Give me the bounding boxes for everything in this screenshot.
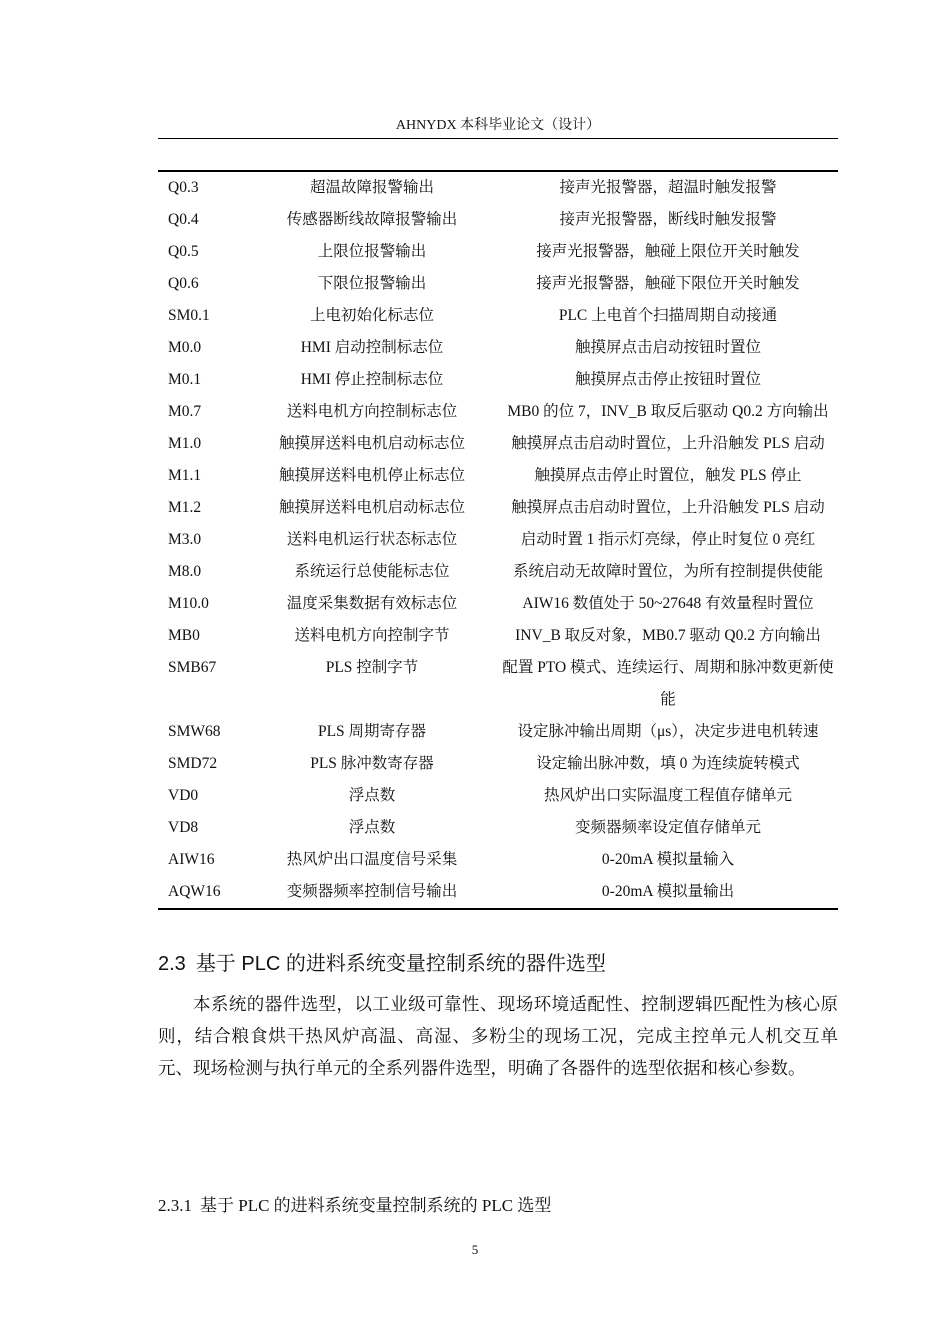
- cell-name: HMI 停止控制标志位: [300, 371, 444, 388]
- cell-address: AQW16: [168, 883, 221, 900]
- cell-description: 变频器频率设定值存储单元: [574, 819, 761, 836]
- cell-description: 触摸屏点击启动时置位，上升沿触发 PLS 启动: [511, 435, 825, 452]
- cell-address: M0.0: [168, 339, 202, 356]
- subsection-title: 基于 PLC 的进料系统变量控制系统的 PLC 选型: [200, 1196, 552, 1215]
- cell-description: 配置 PTO 模式、连续运行、周期和脉冲数更新使能: [502, 659, 834, 708]
- cell-address: M1.1: [168, 467, 202, 484]
- cell-name: 变频器频率控制信号输出: [286, 883, 458, 900]
- cell-address: SM0.1: [168, 307, 210, 324]
- table-row: [158, 172, 838, 204]
- cell-address: M1.0: [168, 435, 202, 452]
- table-row: [158, 396, 838, 428]
- cell-name: 送料电机方向控制字节: [294, 627, 450, 644]
- cell-name: 上电初始化标志位: [309, 307, 434, 324]
- cell-description: 接声光报警器，超温时触发报警: [559, 179, 777, 196]
- table-row: [158, 652, 838, 716]
- cell-description: 接声光报警器，触碰下限位开关时触发: [536, 275, 800, 292]
- body-paragraph: 本系统的器件选型，以工业级可靠性、现场环境适配性、控制逻辑匹配性为核心原则，结合粮食烘干热风炉高温、高湿、多粉尘的现场工况，完成主控单元人机交互单元、现场检测与执行单元的全系列器件选型，明确了各器件的选型依据和核心参数。: [158, 994, 838, 1078]
- cell-description: 触摸屏点击停止按钮时置位: [574, 371, 761, 388]
- io-variable-table: [158, 170, 838, 910]
- table-row: [158, 460, 838, 492]
- cell-address: M10.0: [168, 595, 209, 612]
- cell-address: M1.2: [168, 499, 202, 516]
- table-row: [158, 844, 838, 876]
- cell-description: 设定输出脉冲数，填 0 为连续旋转模式: [536, 755, 800, 772]
- cell-address: AIW16: [168, 851, 215, 868]
- cell-name: 浮点数: [348, 787, 396, 804]
- table-body: [158, 172, 838, 908]
- cell-description: 接声光报警器，触碰上限位开关时触发: [536, 243, 800, 260]
- cell-address: M8.0: [168, 563, 202, 580]
- table-row: [158, 876, 838, 908]
- cell-description: 设定脉冲输出周期（μs），决定步进电机转速: [517, 723, 819, 740]
- section-number: 2.3: [158, 953, 186, 975]
- table-row: [158, 524, 838, 556]
- page-header: [158, 114, 838, 139]
- cell-address: M0.1: [168, 371, 202, 388]
- section-title: 基于 PLC 的进料系统变量控制系统的器件选型: [195, 953, 606, 975]
- cell-description: 接声光报警器，断线时触发报警: [559, 211, 777, 228]
- table-row: [158, 364, 838, 396]
- cell-address: Q0.3: [168, 179, 199, 196]
- section-heading: [158, 948, 606, 980]
- cell-description: 热风炉出口实际温度工程值存储单元: [543, 787, 792, 804]
- cell-description: 触摸屏点击停止时置位，触发 PLS 停止: [534, 467, 802, 484]
- table-row: [158, 620, 838, 652]
- cell-name: 热风炉出口温度信号采集: [286, 851, 458, 868]
- cell-name: 超温故障报警输出: [309, 179, 434, 196]
- cell-name: 上限位报警输出: [317, 243, 427, 260]
- table-row: [158, 492, 838, 524]
- cell-name: 浮点数: [348, 819, 396, 836]
- cell-address: SMB67: [168, 659, 217, 676]
- table-row: [158, 236, 838, 268]
- cell-description: 触摸屏点击启动时置位，上升沿触发 PLS 启动: [511, 499, 825, 516]
- cell-name: 触摸屏送料电机启动标志位: [278, 499, 465, 516]
- cell-description: 0-20mA 模拟量输出: [601, 883, 735, 900]
- table-row: [158, 716, 838, 748]
- cell-address: Q0.6: [168, 275, 199, 292]
- cell-address: M3.0: [168, 531, 202, 548]
- cell-description: PLC 上电首个扫描周期自动接通: [558, 307, 778, 324]
- cell-address: SMD72: [168, 755, 218, 772]
- cell-description: INV_B 取反对象，MB0.7 驱动 Q0.2 方向输出: [515, 627, 821, 644]
- table-row: [158, 268, 838, 300]
- cell-name: 系统运行总使能标志位: [294, 563, 450, 580]
- cell-description: 0-20mA 模拟量输入: [601, 851, 735, 868]
- cell-description: AIW16 数值处于 50~27648 有效量程时置位: [522, 595, 814, 612]
- header-title: AHNYDX 本科毕业论文（设计）: [395, 118, 601, 133]
- cell-description: 启动时置 1 指示灯亮绿，停止时复位 0 亮红: [520, 531, 816, 548]
- table-row: [158, 332, 838, 364]
- cell-name: PLS 周期寄存器: [317, 723, 427, 740]
- cell-name: PLS 控制字节: [325, 659, 419, 676]
- cell-address: VD8: [168, 819, 199, 836]
- cell-description: 系统启动无故障时置位，为所有控制提供使能: [512, 563, 823, 580]
- table-row: [158, 204, 838, 236]
- table-row: [158, 556, 838, 588]
- table-row: [158, 588, 838, 620]
- table-row: [158, 812, 838, 844]
- cell-address: M0.7: [168, 403, 202, 420]
- cell-address: Q0.5: [168, 243, 199, 260]
- cell-name: PLS 脉冲数寄存器: [310, 755, 434, 772]
- table-row: [158, 780, 838, 812]
- cell-description: MB0 的位 7，INV_B 取反后驱动 Q0.2 方向输出: [507, 403, 829, 420]
- cell-address: SMW68: [168, 723, 221, 740]
- cell-name: 下限位报警输出: [317, 275, 427, 292]
- cell-name: 触摸屏送料电机启动标志位: [278, 435, 465, 452]
- cell-name: 温度采集数据有效标志位: [286, 595, 458, 612]
- cell-name: 送料电机方向控制标志位: [286, 403, 458, 420]
- cell-name: HMI 启动控制标志位: [300, 339, 444, 356]
- cell-address: VD0: [168, 787, 199, 804]
- cell-address: Q0.4: [168, 211, 199, 228]
- cell-name: 传感器断线故障报警输出: [286, 211, 458, 228]
- page-number: 5: [471, 1242, 479, 1257]
- subsection-heading: [158, 1192, 551, 1220]
- table-row: [158, 428, 838, 460]
- cell-address: MB0: [168, 627, 200, 644]
- cell-description: 触摸屏点击启动按钮时置位: [574, 339, 761, 356]
- subsection-number: 2.3.1: [158, 1196, 192, 1215]
- table-row: [158, 300, 838, 332]
- cell-name: 送料电机运行状态标志位: [286, 531, 458, 548]
- table-row: [158, 748, 838, 780]
- cell-name: 触摸屏送料电机停止标志位: [278, 467, 465, 484]
